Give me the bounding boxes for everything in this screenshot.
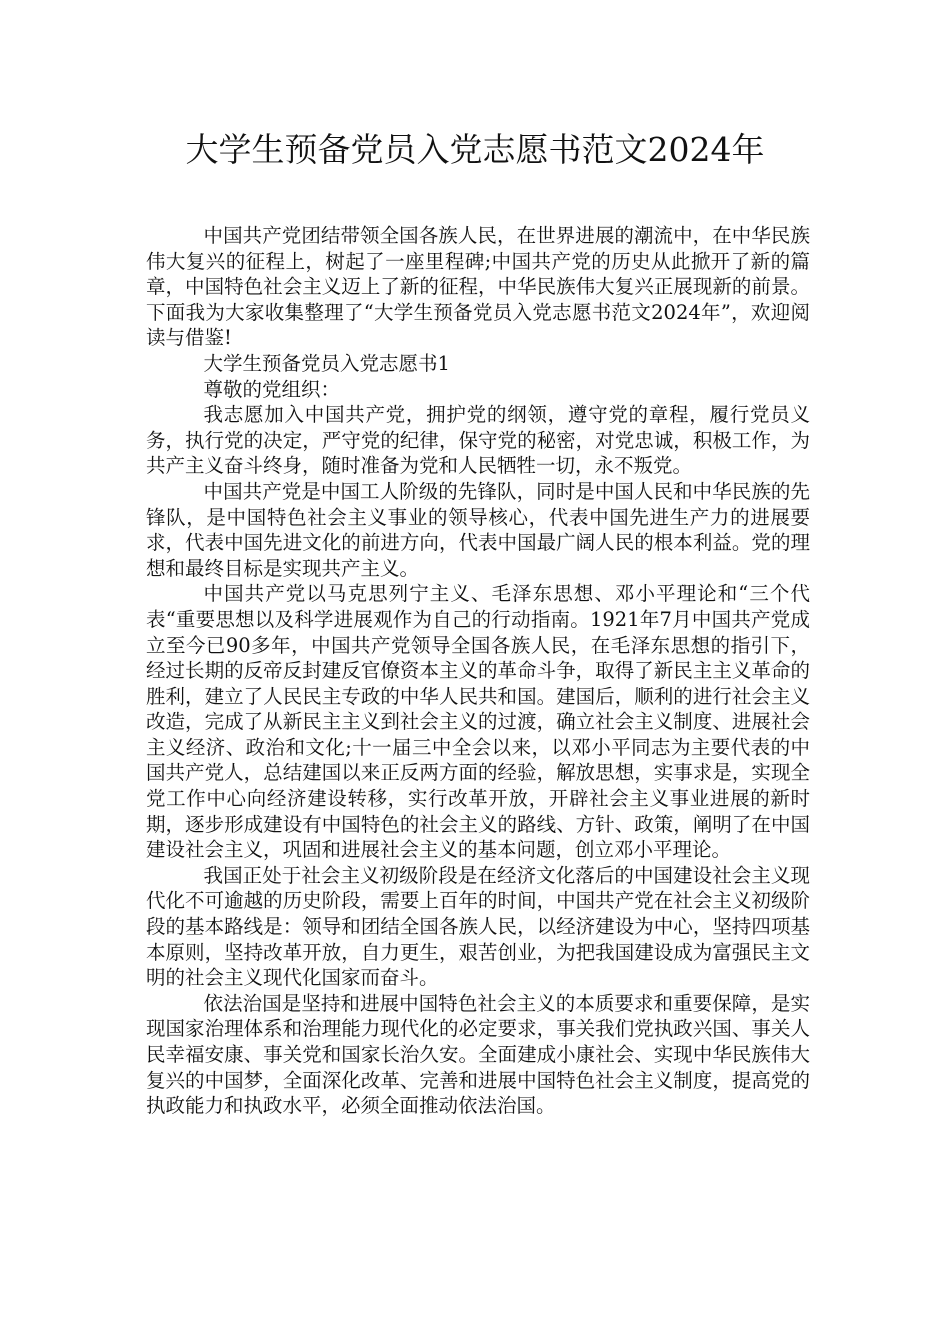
section-heading: 大学生预备党员入党志愿书1 xyxy=(203,351,450,375)
document-body xyxy=(146,223,810,1119)
body-paragraph: 中国共产党是中国工人阶级的先锋队，同时是中国人民和中华民族的先锋队，是中国特色社会主义事业的领导核心，代表中国先进生产力的进展要求，代表中国先进文化的前进方向，代表中国最广阔人民的根本利益。党的理想和最终目标是实现共产主义。 xyxy=(146,479,810,580)
document-title: 大学生预备党员入党志愿书范文2024年 xyxy=(185,130,765,169)
body-paragraph: 依法治国是坚持和进展中国特色社会主义的本质要求和重要保障，是实现国家治理体系和治理能力现代化的必定要求，事关我们党执政兴国、事关人民幸福安康、事关党和国家长治久安。全面建成小康社会、实现中华民族伟大复兴的中国梦，全面深化改革、完善和进展中国特色社会主义制度，提高党的执政能力和执政水平，必须全面推动依法治国。 xyxy=(146,991,810,1118)
body-paragraph: 我志愿加入中国共产党，拥护党的纲领，遵守党的章程，履行党员义务，执行党的决定，严守党的纪律，保守党的秘密，对党忠诚，积极工作，为共产主义奋斗终身，随时准备为党和人民牺牲一切，永不叛党。 xyxy=(146,403,810,478)
body-paragraph: 我国正处于社会主义初级阶段是在经济文化落后的中国建设社会主义现代化不可逾越的历史阶段，需要上百年的时间，中国共产党在社会主义初级阶段的基本路线是：领导和团结全国各族人民，以经济建设为中心，坚持四项基本原则，坚持改革开放，自力更生，艰苦创业，为把我国建设成为富强民主文明的社会主义现代化国家而奋斗。 xyxy=(146,863,810,990)
intro-paragraph: 中国共产党团结带领全国各族人民，在世界进展的潮流中，在中华民族伟大复兴的征程上，树起了一座里程碑;中国共产党的历史从此掀开了新的篇章，中国特色社会主义迈上了新的征程，中华民族伟大复兴正展现新的前景。下面我为大家收集整理了“大学生预备党员入党志愿书范文2024年”，欢迎阅读与借鉴! xyxy=(146,224,810,350)
salutation: 尊敬的党组织： xyxy=(203,377,341,401)
body-paragraph: 中国共产党以马克思列宁主义、毛泽东思想、邓小平理论和“三个代表“重要思想以及科学进展观作为自己的行动指南。1921年7月中国共产党成立至今已90多年，中国共产党领导全国各族人民，在毛泽东思想的指引下，经过长期的反帝反封建反官僚资本主义的革命斗争，取得了新民主主义革命的胜利，建立了人民民主专政的中华人民共和国。建国后，顺利的进行社会主义改造，完成了从新民主主义到社会主义的过渡，确立社会主义制度、进展社会主义经济、政治和文化;十一届三中全会以来，以邓小平同志为主要代表的中国共产党人，总结建国以来正反两方面的经验，解放思想，实事求是，实现全党工作中心向经济建设转移，实行改革开放，开辟社会主义事业进展的新时期，逐步形成建设有中国特色的社会主义的路线、方针、政策，阐明了在中国建设社会主义，巩固和进展社会主义的基本问题，创立邓小平理论。 xyxy=(146,582,810,862)
